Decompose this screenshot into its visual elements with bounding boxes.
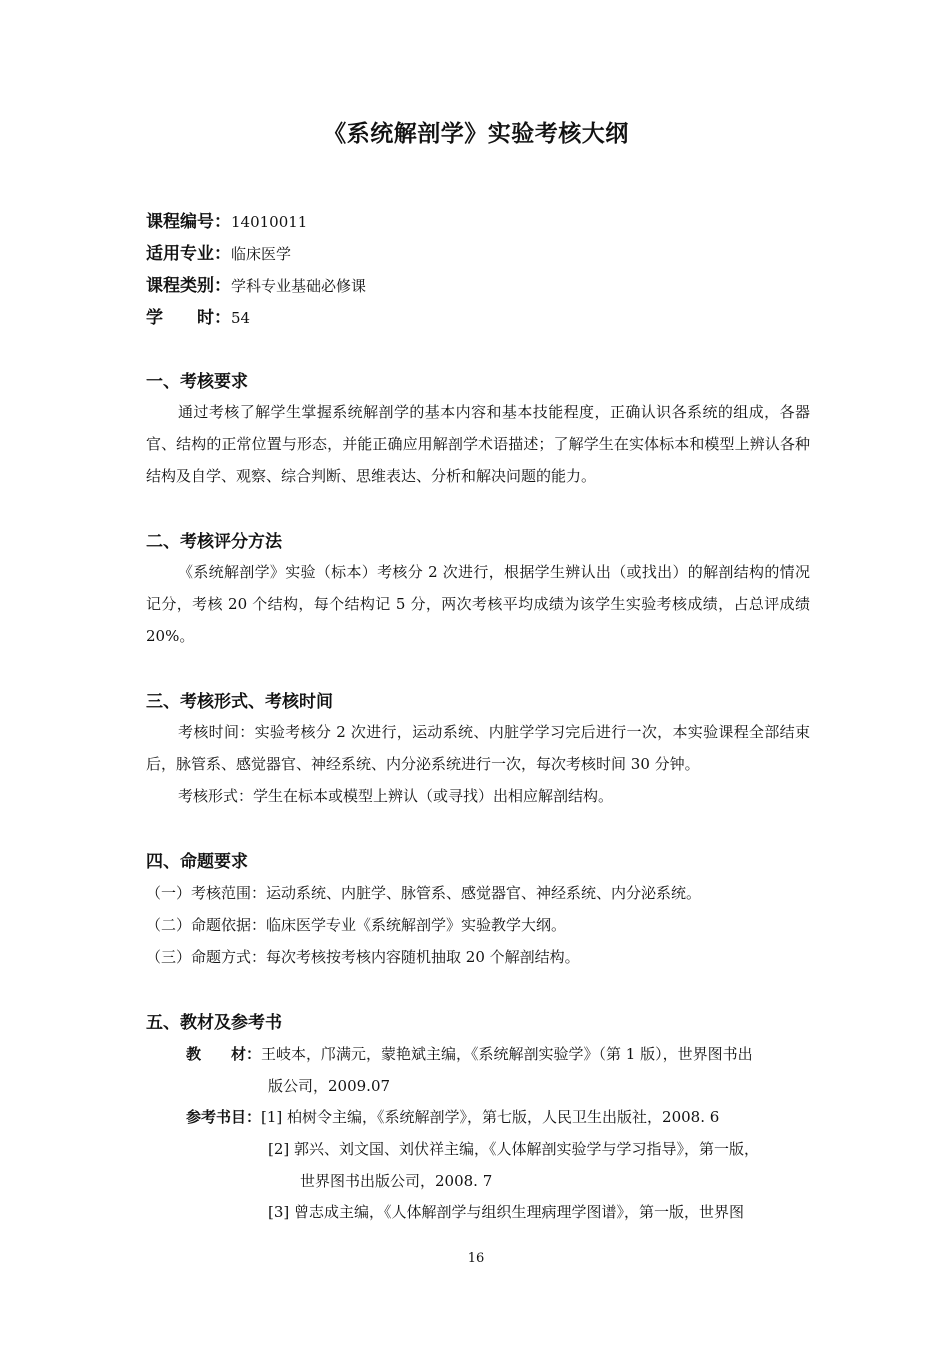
meta-value: 学科专业基础必修课 [231,277,367,295]
reference-item-2-line-1: [2] 郭兴、刘文国、刘伏祥主编，《人体解剖实验学与学习指导》，第一版， [268,1140,760,1158]
section-3-paragraph-1: 考核时间：实验考核分 2 次进行，运动系统、内脏学学习完后进行一次，本实验课程全部结束后，脉管系、感觉器官、神经系统、内分泌系统进行一次，每次考核时间 30 分钟。 [146,723,810,773]
meta-value: 54 [231,309,251,327]
meta-label: 课程编号 [146,212,214,232]
section-4-item-3: （三）命题方式：每次考核按考核内容随机抽取 20 个解剖结构。 [146,948,580,966]
section-2-paragraph: 《系统解剖学》实验（标本）考核分 2 次进行，根据学生辨认出（或找出）的解剖结构的情况记分，考核 20 个结构，每个结构记 5 分，两次考核平均成绩为该学生实验考核成绩，占总评成绩 20%。 [146,563,810,645]
section-heading-4: 四、命题要求 [146,852,248,872]
textbook-label: 教 材： [186,1045,262,1063]
meta-label: 适用专业 [146,244,214,264]
reference-line-1 [186,1106,719,1127]
meta-value: 14010011 [231,213,308,231]
section-3-paragraph-2: 考核形式：学生在标本或模型上辨认（或寻找）出相应解剖结构。 [178,787,614,805]
reference-label: 参考书目： [186,1108,262,1126]
section-heading-3: 三、考核形式、考核时间 [146,692,333,712]
section-heading-1: 一、考核要求 [146,372,248,392]
meta-value: 临床医学 [231,245,292,263]
section-4-item-1: （一）考核范围：运动系统、内脏学、脉管系、感觉器官、神经系统、内分泌系统。 [146,884,702,902]
meta-category: 课程类别：学科专业基础必修课 [146,276,367,296]
meta-hours: 学 时：54 [146,308,251,328]
meta-label: 课程类别 [146,276,214,296]
section-heading-2: 二、考核评分方法 [146,532,282,552]
reference-item-2-line-2: 世界图书出版公司，2008. 7 [300,1172,493,1190]
reference-item-3: [3] 曾志成主编，《人体解剖学与组织生理病理学图谱》，第一版，世界图 [268,1203,745,1221]
section-1-paragraph: 通过考核了解学生掌握系统解剖学的基本内容和基本技能程度，正确认识各系统的组成，各器官、结构的正常位置与形态，并能正确应用解剖学术语描述；了解学生在实体标本和模型上辨认各种结构及自学、观察、综合判断、思维表达、分析和解决问题的能力。 [146,403,810,485]
document-title: 《系统解剖学》实验考核大纲 [323,121,629,147]
textbook-text: 王岐本，邝满元，蒙艳斌主编，《系统解剖实验学》（第 1 版），世界图书出 [261,1045,753,1063]
section-4-item-2: （二）命题依据：临床医学专业《系统解剖学》实验教学大纲。 [146,916,567,934]
meta-major: 适用专业：临床医学 [146,244,292,264]
meta-label: 学 时 [146,308,214,328]
section-heading-5: 五、教材及参考书 [146,1013,282,1033]
meta-course-code: 课程编号：14010011 [146,212,308,232]
textbook-line-2: 版公司，2009.07 [268,1077,391,1095]
textbook-line-1 [186,1043,753,1064]
page-number: 16 [467,1251,485,1266]
reference-item-1: [1] 柏树令主编，《系统解剖学》，第七版，人民卫生出版社，2008. 6 [261,1108,720,1126]
